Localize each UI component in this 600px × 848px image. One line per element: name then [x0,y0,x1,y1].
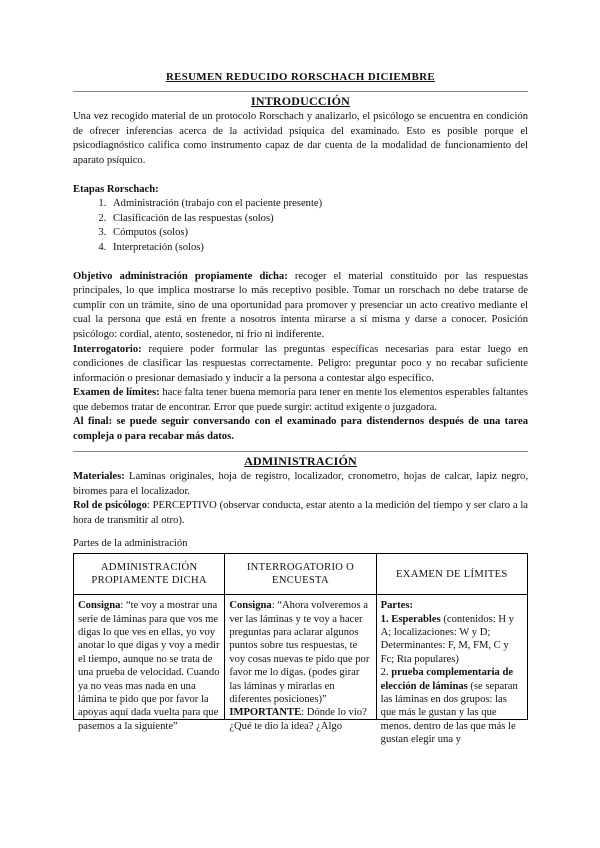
table-header-row [74,554,528,595]
cell-interrogatorio: Consigna: “Ahora volveremos a ver las láminas y te voy a hacer preguntas para aclarar algunos puntos sobre tus respuestas, te voy cosas nuevas te pido que por favor me lo digas. (podes girar las láminas y mirarlas en diferentes posiciones)” IMPORTANTE: Dónde lo vio? ¿Qué te dio la idea? ¿Algo [225,595,376,720]
document-title: RESUMEN REDUCIDO RORSCHACH DICIEMBRE [165,71,436,83]
stages-label: Etapas Rorschach: [73,183,159,195]
interrogatorio-paragraph: Interrogatorio: requiere poder formular las preguntas específicas necesarias para estar luego en condiciones de clasificar las respuestas correctamente. Peligro: preguntar poco y no recabar suficiente información o presionar demasiado y inducir a la persona a contestar algo específico. [73,343,528,384]
stage-item: 1. Administración (trabajo con el paciente presente) [109,197,528,212]
admin-heading: ADMINISTRACIÓN [244,453,357,468]
cell-limites: Partes: 1. Esperables (contenidos: H y A; localizaciones: W y D; Determinantes: F, M, FM, C y Fc; Rta populares) 2. prueba complementaria de elección de láminas (se separan las láminas en dos grupos: las que más le gustan y las que menos. dentro de las que más le gustan elegir una y [376,595,527,720]
table-row [74,595,528,720]
document-page [73,70,529,746]
stage-item: 3. Cómputos (solos) [109,226,528,241]
stages-list [73,197,528,255]
stage-item: 4. Interpretación (solos) [109,241,528,256]
header-limites: EXAMEN DE LÍMITES [376,554,527,595]
stage-item: 2. Clasificación de las respuestas (solos) [109,212,528,227]
cell-admin: Consigna: “te voy a mostrar una serie de láminas para que vos me digas lo que ves en ellas, yo voy anotar lo que digas y voy a medir el tiempo, aunque no se trata de una prueba de velocidad. Cuando ya no veas mas nada en una lámina te pido que por favor la apoyas aquí dada vuelta para que pasemos a la siguiente” [74,595,225,720]
table-caption: Partes de la administración [73,537,188,549]
rol-paragraph: Rol de psicólogo: PERCEPTIVO (observar conducta, estar atento a la medición del tiempo y ser claro a la hora de transmitir al otro). [73,500,528,527]
materiales-paragraph: Materiales: Laminas originales, hoja de registro, localizador, cronometro, hojas de calcar, lapiz negro, biromes para el localizador. [73,471,528,497]
administration-parts-table [73,553,528,746]
section-divider [73,451,528,452]
title-divider [73,91,528,92]
intro-heading: INTRODUCCIÓN [250,93,351,108]
header-admin: ADMINISTRACIÓN PROPIAMENTE DICHA [74,554,225,595]
intro-paragraph: Una vez recogido material de un protocolo Rorschach y analizarlo, el psicólogo se encuentra en condición de ofrecer inferencias acerca de la actividad psíquica del examinado. Esto es posible porque el psicodiagnóstico califica como instrumento capaz de dar cuenta de la modalidad de funcionamiento del aparato psíquico. [73,111,528,166]
objective-paragraph: Objetivo administración propiamente dicha: recoger el material constituido por las respuestas principales, lo que implica mostrarse lo más receptivo posible. Tomar un rorschach no debe tratarse de cumplir con un trámite, sino de una oportunidad para promover y presenciar un acto creativo mediante el cual la persona que está en frente a nosotros intenta mirarse a sí misma y darse a conocer. Posición psicólogo: cordial, atento, sostenedor, ni frío ni indiferente. [73,270,528,340]
limites-paragraph: Examen de límites: hace falta tener buena memoria para tener en mente los elementos esperables faltantes que debemos tratar de encontrar. Error que puede surgir: actitud exigente o juzgadora. [73,387,528,413]
final-paragraph: Al final: se puede seguir conversando con el examinado para distendernos después de una tarea compleja o para recabar más datos. [73,416,529,443]
header-interrogatorio: INTERROGATORIO O ENCUESTA [225,554,376,595]
